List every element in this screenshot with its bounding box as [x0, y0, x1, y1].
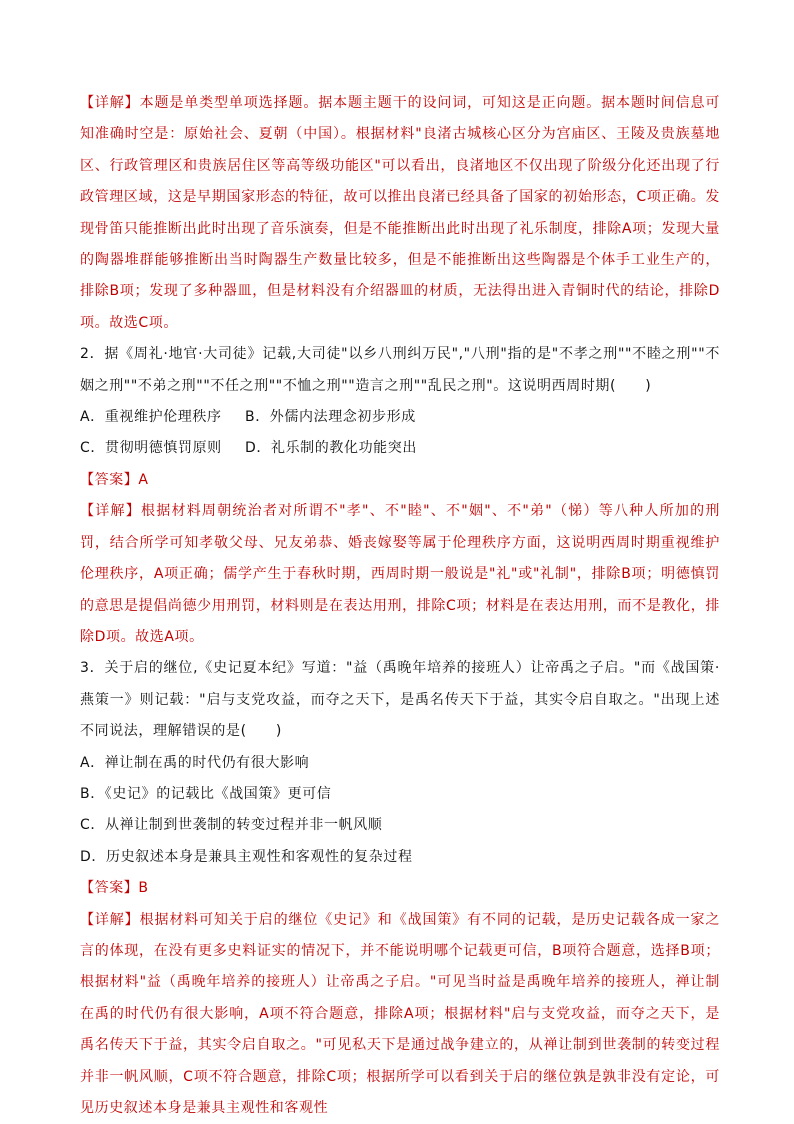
- document-page: [80, 88, 720, 1124]
- option-a: A．禅让制在禹的时代仍有很大影响: [80, 754, 310, 771]
- q1-detail: [80, 88, 720, 339]
- detail-label: 【详解】: [80, 503, 141, 520]
- detail-label: 【详解】: [80, 911, 140, 928]
- answer-label: 【答案】: [80, 880, 139, 897]
- q2-stem: 2．据《周礼·地官·大司徒》记载,大司徒"以乡八刑纠万民","八刑"指的是"不孝之刑""不睦之刑""不姻之刑""不弟之刑""不任之刑""不恤之刑""造言之刑""乱民之刑"。这说明西周时期( ): [80, 346, 720, 394]
- detail-text: 本题是单类型单项选择题。据本题主题干的设问词，可知这是正向题。据本题时间信息可知准确时空是：原始社会、夏朝（中国）。根据材料"良渚古城核心区分为宫庙区、王陵及贵族墓地区、行政管理区和贵族居住区等高等级功能区"可以看出，良渚地区不仅出现了阶级分化还出现了行政管理区域，这是早期国家形态的特征，故可以推出良渚已经具备了国家的初始形态，C项正确。发现骨笛只能推断出此时出现了音乐演奏，但是不能推断出此时出现了礼乐制度，排除A项；发现大量的陶器堆群能够推断出当时陶器生产数量比较多，但是不能推断出这些陶器是个体手工业生产的，排除B项；发现了多种器皿，但是材料没有介绍器皿的材质，无法得出进入青铜时代的结论，排除D项。故选C项。: [80, 95, 720, 331]
- option-d: D．礼乐制的教化功能突出: [245, 440, 417, 457]
- option-d: D．历史叙述本身是兼具主观性和客观性的复杂过程: [80, 848, 413, 865]
- answer-value: B: [138, 880, 149, 897]
- option-a: A．重视维护伦理秩序: [80, 409, 222, 426]
- answer-label: 【答案】: [80, 471, 139, 488]
- detail-text: 根据材料周朝统治者对所谓不"孝"、不"睦"、不"姻"、不"弟"（悌）等八种人所加的刑罚，结合所学可知孝敬父母、兄友弟恭、婚丧嫁娶等属于伦理秩序方面，这说明西周时期重视维护伦理秩序，A项正确；儒学产生于春秋时期，西周时期一般说是"礼"或"礼制"，排除B项；明德慎罚的意思是提倡尚德少用刑罚，材料则是在表达用刑，排除C项；材料是在表达用刑，而不是教化，排除D项。故选A项。: [80, 503, 720, 645]
- q2-options-row-2: [80, 433, 720, 464]
- detail-text: 根据材料可知关于启的继位《史记》和《战国策》有不同的记载，是历史记载各成一家之言的体现，在没有更多史料证实的情况下，并不能说明哪个记载更可信，B项符合题意，选择B项；根据材料"益（禹晚年培养的接班人）让帝禹之子启。"可见当时益是禹晚年培养的接班人，禅让制在禹的时代仍有很大影响，A项不符合题意，排除A项；根据材料"启与支党攻益，而夺之天下，是禹名传天下于益，其实令启自取之。"可见私天下是通过战争建立的，从禅让制到世袭制的转变过程并非一帆风顺，C项不符合题意，排除C项；根据所学可以看到关于启的继位孰是孰非没有定论，可见历史叙述本身是兼具主观性和客观性: [80, 911, 720, 1116]
- q3-answer: [80, 873, 720, 904]
- q3-detail: [80, 905, 720, 1124]
- detail-label: 【详解】: [80, 95, 140, 111]
- option-b: B．外儒内法理念初步形成: [245, 409, 416, 426]
- option-c: C．贯彻明德慎罚原则: [80, 440, 222, 457]
- q2-detail: [80, 496, 720, 653]
- answer-value: A: [138, 471, 149, 488]
- option-b: B．《史记》的记载比《战国策》更可信: [80, 785, 332, 802]
- q2-options-row-1: [80, 402, 720, 433]
- q3-stem: 3．关于启的继位,《史记夏本纪》写道："益（禹晚年培养的接班人）让帝禹之子启。"而《战国策·燕策一》则记载："启与支党攻益，而夺之天下，是禹名传天下于益，其实令启自取之。"出现上述不同说法，理解错误的是( ): [80, 660, 720, 740]
- option-c: C．从禅让制到世袭制的转变过程并非一帆风顺: [80, 817, 383, 834]
- q2-answer: [80, 465, 720, 496]
